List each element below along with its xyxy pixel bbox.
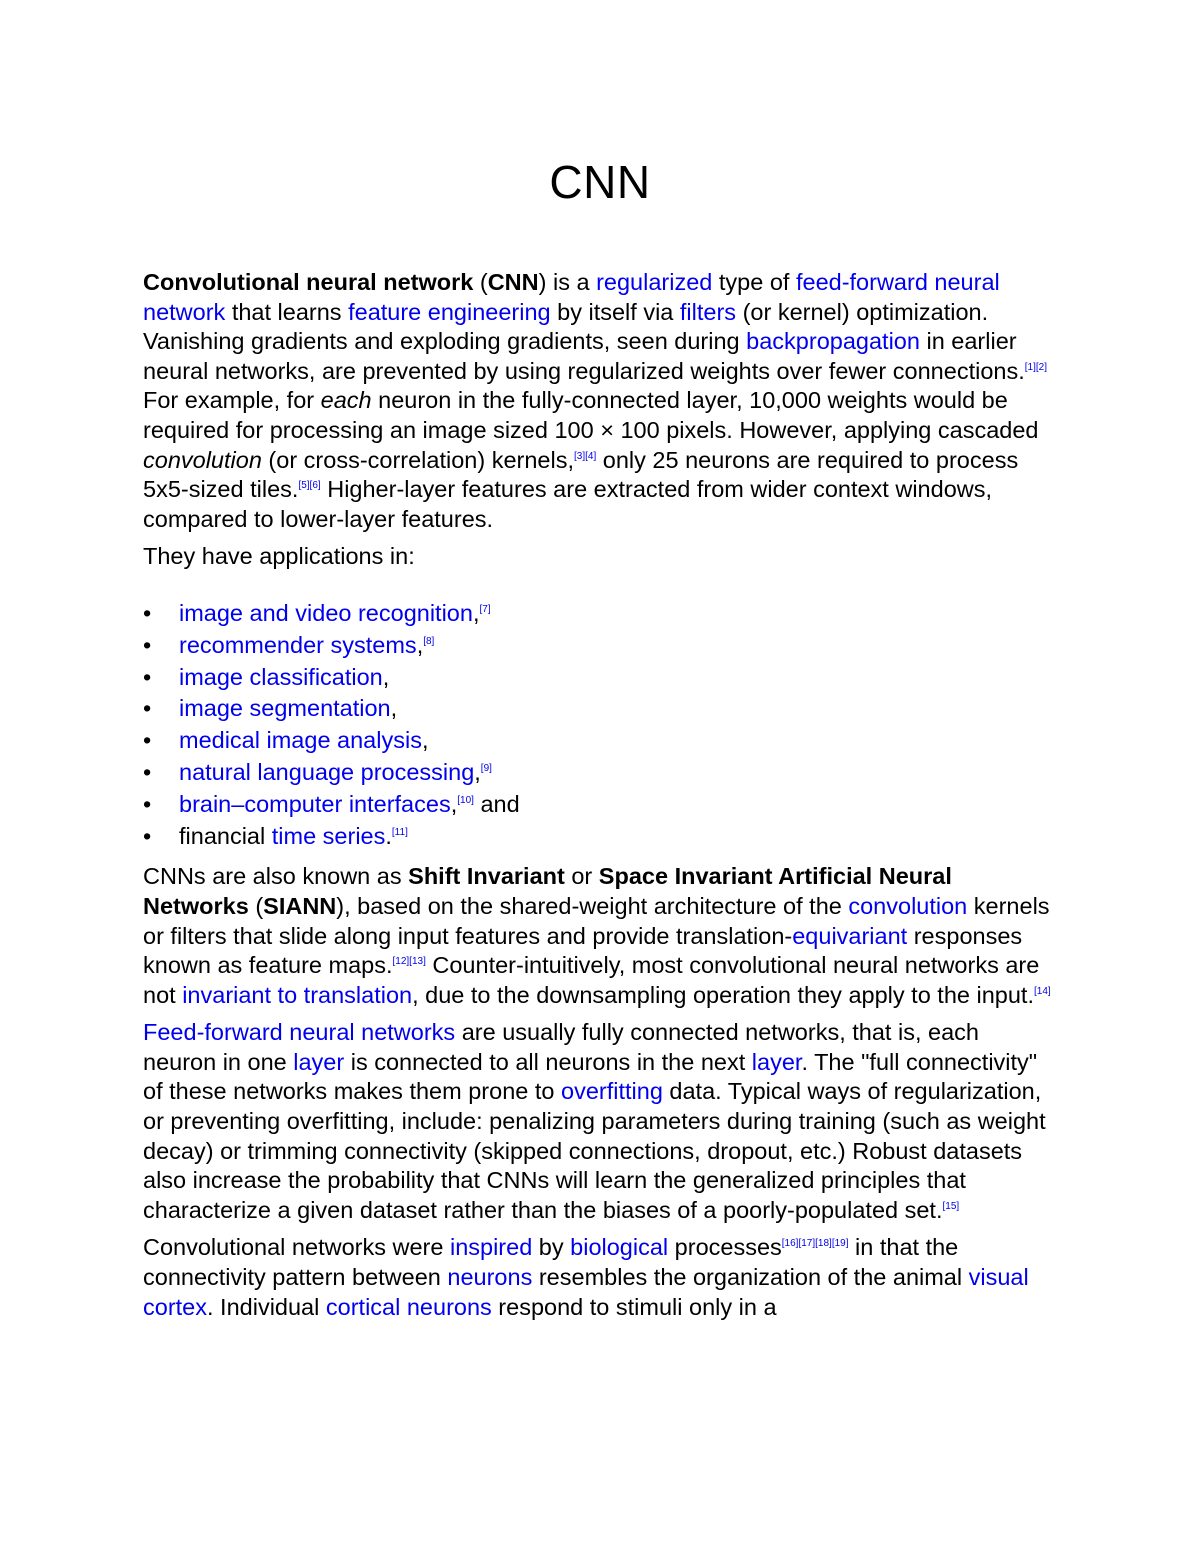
link-visual-cortex[interactable]: visual cortex <box>143 1264 1029 1320</box>
bullet-icon: • <box>143 790 152 817</box>
term-cnn-abbr: CNN <box>487 269 539 295</box>
link-layer-2[interactable]: layer <box>751 1048 802 1075</box>
link-medical-image-analysis[interactable]: medical image analysis <box>179 727 422 754</box>
link-cortical-neurons[interactable]: cortical neurons <box>325 1293 492 1320</box>
list-item: • image classification, <box>143 662 1057 694</box>
page-title: CNN <box>549 156 651 208</box>
term-space-invariant-ann: Space Invariant Artificial Neural Networks <box>143 863 952 919</box>
link-biological[interactable]: biological <box>570 1234 669 1261</box>
bullet-icon: • <box>143 599 152 626</box>
citation-8[interactable]: [8] <box>423 635 435 647</box>
link-image-video-recognition[interactable]: image and video recognition <box>179 599 473 626</box>
link-feed-forward-neural-networks[interactable]: Feed-forward neural networks <box>143 1019 456 1046</box>
emphasis-each: each <box>320 387 372 414</box>
link-convolution[interactable]: convolution <box>848 892 968 919</box>
list-item: • recommender systems,[8] <box>143 630 1057 662</box>
link-regularized[interactable]: regularized <box>596 269 713 295</box>
link-layer-1[interactable]: layer <box>293 1048 345 1075</box>
list-item: • natural language processing,[9] <box>143 757 1057 789</box>
link-brain-computer-interfaces[interactable]: brain–computer interfaces <box>179 790 451 817</box>
citation-16-19[interactable]: [16][17][18][19] <box>781 1238 849 1250</box>
list-item: • financial time series.[11] <box>143 821 1057 853</box>
emphasis-convolution: convolution <box>143 446 262 473</box>
bullet-icon: • <box>143 695 152 722</box>
link-recommender-systems[interactable]: recommender systems <box>179 631 417 658</box>
link-feature-engineering[interactable]: feature engineering <box>348 298 551 325</box>
link-image-segmentation[interactable]: image segmentation <box>179 695 391 722</box>
link-inspired[interactable]: inspired <box>449 1234 533 1261</box>
link-neurons[interactable]: neurons <box>447 1264 533 1291</box>
bullet-icon: • <box>143 727 152 754</box>
term-cnn-full: Convolutional neural network <box>143 269 474 295</box>
siann-paragraph: CNNs are also known as Shift Invariant or Space Invariant Artificial Neural Networks (SIANN), based on the shared-weight architecture of the convolution kernels or filters that slide along input features and provide translation-equivariant responses known as feature maps.[12][13] Counter-intuitively, most convolutional neural networks are not invariant to translation, due to the downsampling operation they apply to the input.[14] <box>143 863 1051 1008</box>
citation-14[interactable]: [14] <box>1033 985 1051 997</box>
bullet-icon: • <box>143 822 152 849</box>
term-shift-invariant: Shift Invariant <box>408 863 565 890</box>
link-image-classification[interactable]: image classification <box>179 663 383 690</box>
citation-12-13[interactable]: [12][13] <box>392 956 426 968</box>
biology-paragraph: Convolutional networks were inspired by biological processes[16][17][18][19] in that the connectivity pattern between neurons resembles the organization of the animal visual cortex. Individual cortical neurons respond to stimuli only in a <box>143 1234 1029 1320</box>
citation-5-6[interactable]: [5][6] <box>298 480 321 492</box>
link-feed-forward-neural-network[interactable]: feed-forward neural network <box>143 269 1000 325</box>
link-equivariant[interactable]: equivariant <box>792 922 908 949</box>
citation-1-2[interactable]: [1][2] <box>1024 361 1047 373</box>
link-overfitting[interactable]: overfitting <box>561 1078 663 1105</box>
citation-9[interactable]: [9] <box>480 762 492 774</box>
ffnn-paragraph: Feed-forward neural networks are usually fully connected networks, that is, each neuron in one layer is connected to all neurons in the next layer. The "full connectivity" of these networks makes them prone to overfitting data. Typical ways of regularization, or preventing overfitting, include: penalizing parameters during training (such as weight decay) or trimming connectivity (skipped connections, dropout, etc.) Robust datasets also increase the probability that CNNs will learn the generalized principles that characterize a given dataset rather than the biases of a poorly-populated set.[15] <box>143 1019 1046 1223</box>
citation-7[interactable]: [7] <box>479 603 491 615</box>
link-backpropagation[interactable]: backpropagation <box>746 328 920 355</box>
citation-11[interactable]: [11] <box>391 826 408 838</box>
bullet-icon: • <box>143 631 152 658</box>
intro-paragraph: Convolutional neural network (CNN) is a regularized type of feed-forward neural network that learns feature engineering by itself via filters (or kernel) optimization. Vanishing gradients and exploding gradients, seen during backpropagation in earlier neural networks, are prevented by using regularized weights over fewer connections.[1][2] For example, for each neuron in the fully-connected layer, 10,000 weights would be required for processing an image sized 100 × 100 pixels. However, applying cascaded convolution (or cross-correlation) kernels,[3][4] only 25 neurons are required to process 5x5-sized tiles.[5][6] Higher-layer features are extracted from wider context windows, compared to lower-layer features. <box>143 269 1047 532</box>
link-natural-language-processing[interactable]: natural language processing <box>179 758 475 785</box>
bullet-icon: • <box>143 663 152 690</box>
bullet-icon: • <box>143 758 152 785</box>
list-item: • image and video recognition,[7] <box>143 598 1057 630</box>
citation-15[interactable]: [15] <box>942 1200 960 1212</box>
list-item: • image segmentation, <box>143 693 1057 725</box>
link-invariant-to-translation[interactable]: invariant to translation <box>182 981 413 1008</box>
citation-3-4[interactable]: [3][4] <box>574 450 597 462</box>
citation-10[interactable]: [10] <box>457 794 474 806</box>
link-time-series[interactable]: time series <box>271 822 386 849</box>
term-siann: SIANN <box>263 892 337 919</box>
applications-intro: They have applications in: <box>143 543 415 570</box>
applications-list <box>143 598 1057 852</box>
list-item: • medical image analysis, <box>143 725 1057 757</box>
list-item: • brain–computer interfaces,[10] and <box>143 789 1057 821</box>
link-filters[interactable]: filters <box>679 298 737 325</box>
